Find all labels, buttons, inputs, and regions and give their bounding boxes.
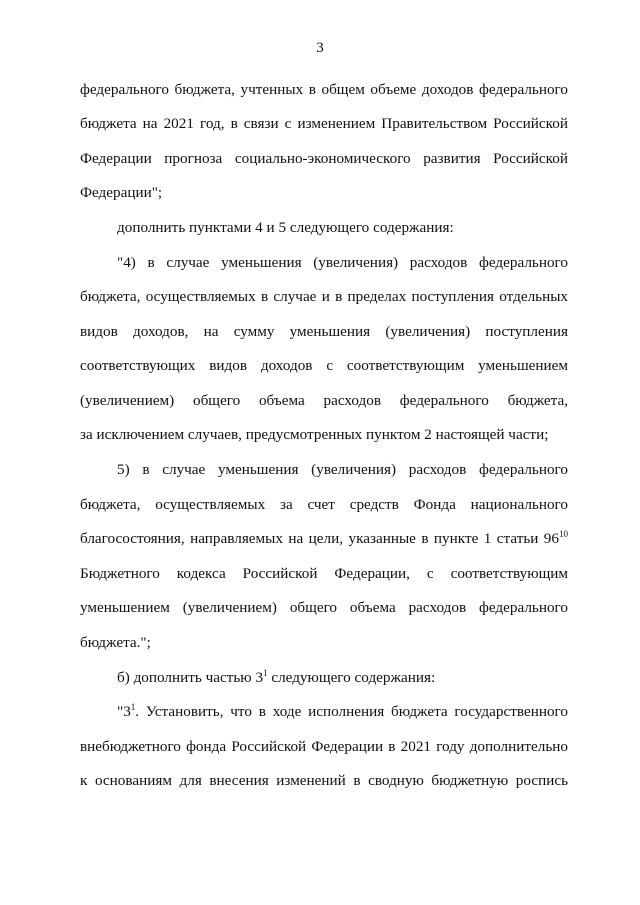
text-line: Федерации";	[80, 184, 163, 201]
text-line: "4) в случае уменьшения (увеличения) расходов федерального	[117, 254, 568, 271]
text-line: к основаниям для внесения изменений в сводную бюджетную роспись	[80, 772, 568, 789]
text-line: бюджета, осуществляемых за счет средств Фонда национального	[80, 496, 568, 513]
line-text: б) дополнить частью 3	[117, 669, 264, 686]
text-line: дополнить пунктами 4 и 5 следующего содержания:	[117, 219, 454, 236]
text-line: бюджета, осуществляемых в случае и в пределах поступления отдельных	[80, 288, 568, 305]
text-line: Федерации прогноза социально-экономического развития Российской	[80, 150, 568, 167]
line-text: следующего содержания:	[267, 669, 436, 686]
text-line-with-superscript	[80, 529, 568, 549]
text-line: уменьшением (увеличением) общего объема расходов федерального	[80, 599, 568, 616]
text-line: Бюджетного кодекса Российской Федерации, с соответствующим	[80, 565, 568, 582]
text-line-with-superscript	[117, 702, 568, 722]
text-line-with-superscript	[117, 668, 568, 688]
line-text: . Установить, что в ходе исполнения бюджета государственного	[135, 703, 568, 720]
text-line: (увеличением) общего объема расходов федерального бюджета,	[80, 392, 568, 409]
text-line: видов доходов, на сумму уменьшения (увеличения) поступления	[80, 323, 568, 340]
text-line: за исключением случаев, предусмотренных пунктом 2 настоящей части;	[80, 426, 549, 443]
line-text: благосостояния, направляемых на цели, указанные в пункте 1 статьи 96	[80, 530, 559, 547]
text-line: федерального бюджета, учтенных в общем объеме доходов федерального	[80, 81, 568, 98]
text-line: внебюджетного фонда Российской Федерации в 2021 году дополнительно	[80, 738, 568, 755]
line-text: "3	[117, 703, 131, 720]
superscript: 1	[263, 668, 268, 678]
superscript: 10	[559, 529, 568, 539]
text-line: бюджета на 2021 год, в связи с изменением Правительством Российской	[80, 115, 568, 132]
text-line: соответствующих видов доходов с соответствующим уменьшением	[80, 357, 568, 374]
page-number: 3	[316, 40, 324, 56]
text-line: 5) в случае уменьшения (увеличения) расходов федерального	[117, 461, 568, 478]
superscript: 1	[130, 702, 136, 712]
text-line: бюджета.";	[80, 634, 151, 651]
